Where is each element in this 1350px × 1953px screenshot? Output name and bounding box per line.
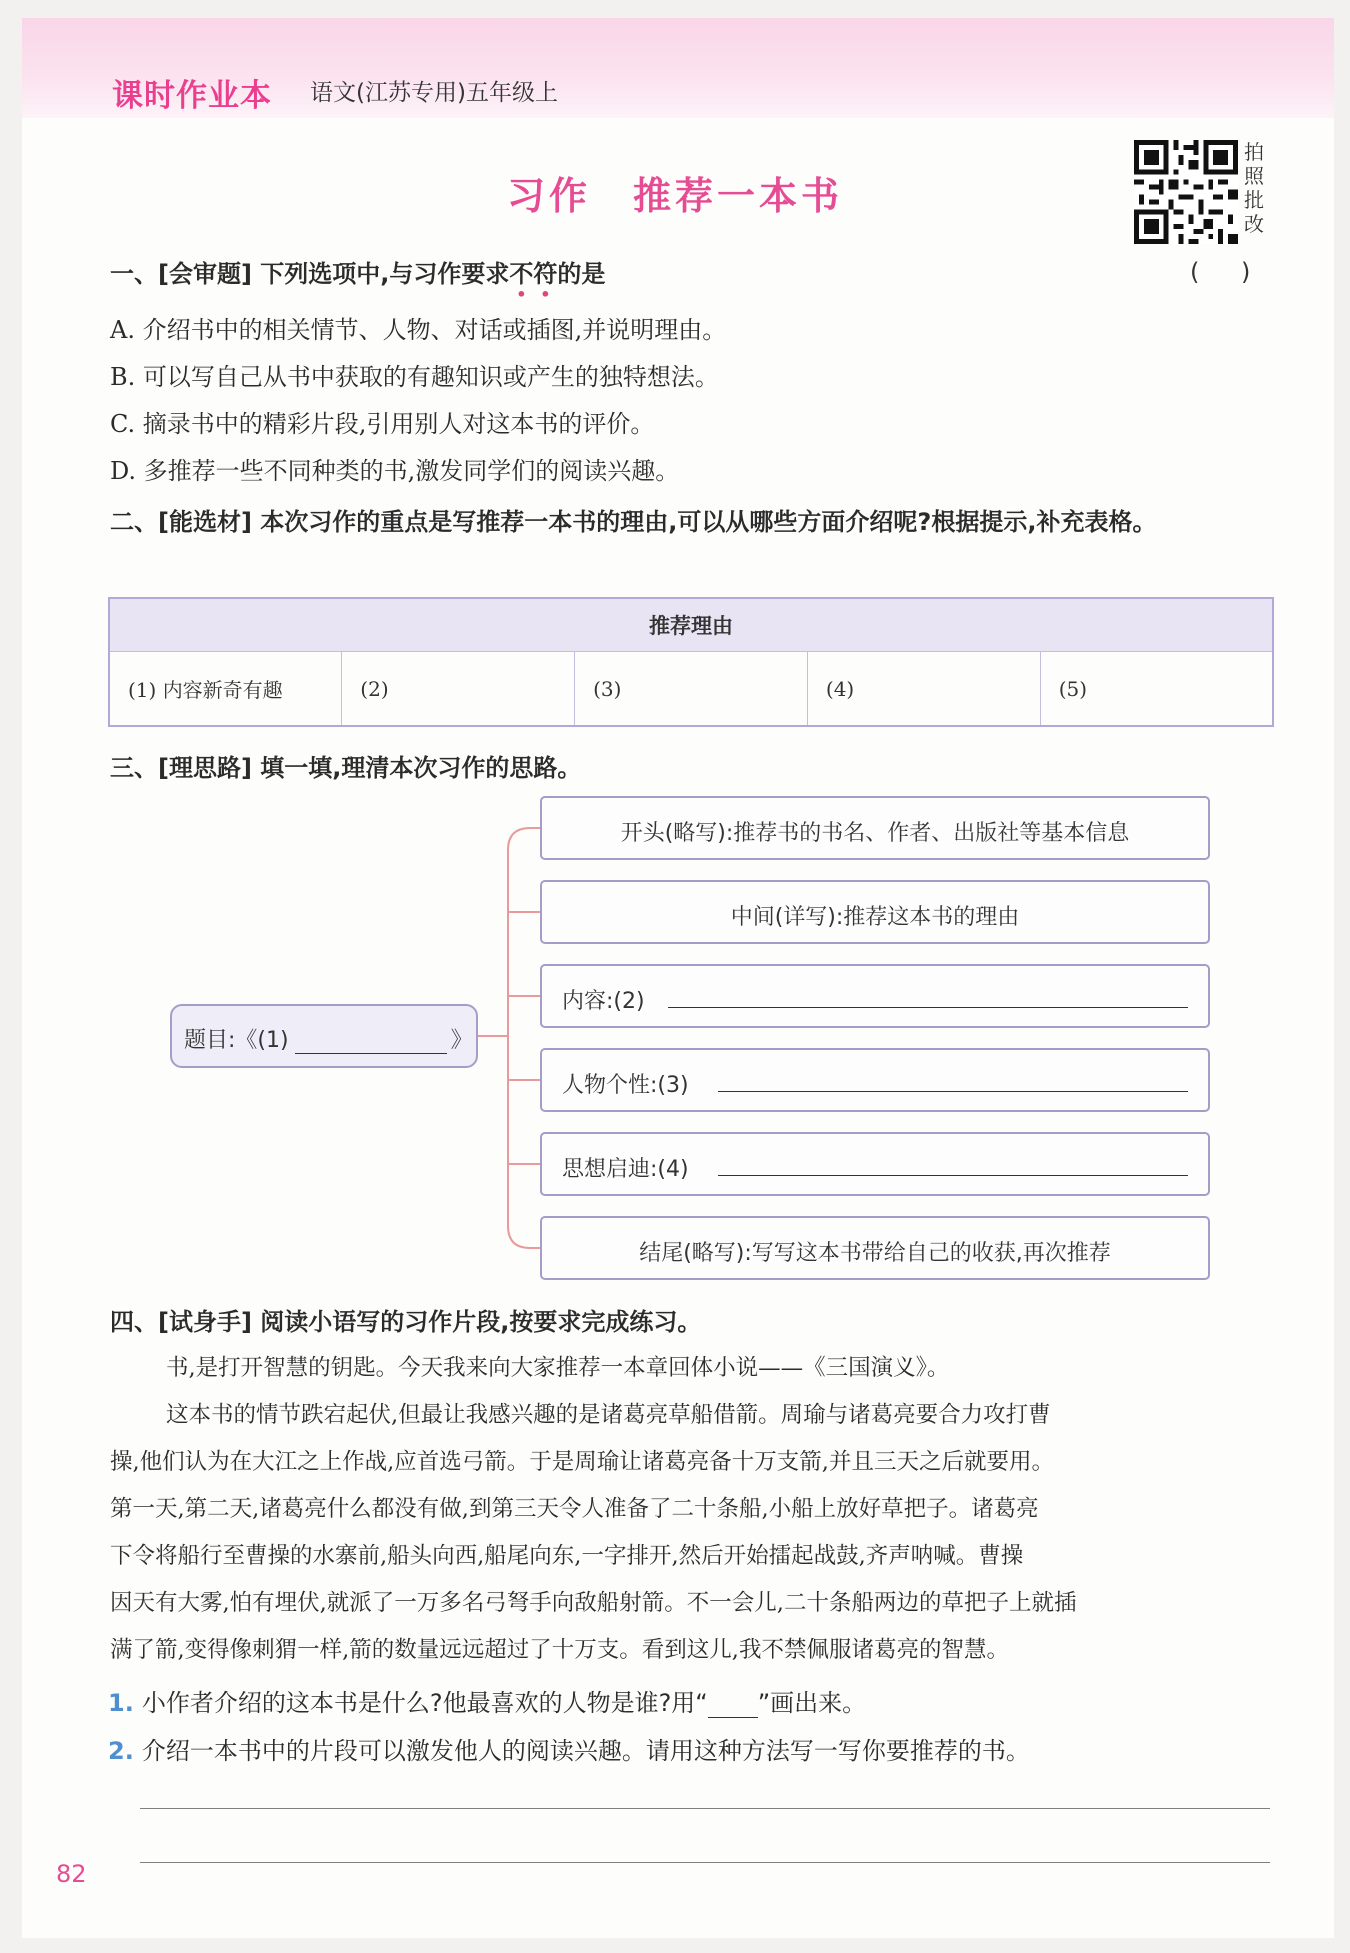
sub-question-1-pre: 小作者介绍的这本书是什么?他最喜欢的人物是谁?用“ <box>141 1689 708 1717</box>
title-node-suffix: 》 <box>450 1028 473 1053</box>
q1-emphasis-2: 符 <box>533 260 558 288</box>
passage-line: 书,是打开智慧的钥匙。今天我来向大家推荐一本章回体小说——《三国演义》。 <box>166 1355 950 1381</box>
sub-question-2-text: 介绍一本书中的片段可以激发他人的阅读兴趣。请用这种方法写一写你要推荐的书。 <box>141 1737 1030 1765</box>
node-insight <box>540 1132 1210 1196</box>
page-number: 82 <box>56 1860 87 1888</box>
node-ending-text: 结尾(略写):写写这本书带给自己的收获,再次推荐 <box>639 1241 1111 1266</box>
reason-cell[interactable]: (5) <box>1040 652 1273 727</box>
reason-cell[interactable]: (3) <box>575 652 808 727</box>
node-middle-text: 中间(详写):推荐这本书的理由 <box>730 905 1020 930</box>
passage-line: 这本书的情节跌宕起伏,但最让我感兴趣的是诸葛亮草船借箭。周瑜与诸葛亮要合力攻打曹 <box>166 1402 1051 1428</box>
node-content <box>540 964 1210 1028</box>
sub-question-1 <box>108 1683 866 1718</box>
title-node-prefix: 题目:《(1) <box>184 1028 289 1053</box>
node-opening-text: 开头(略写):推荐书的书名、作者、出版社等基本信息 <box>620 821 1130 846</box>
node-character <box>540 1048 1210 1112</box>
node-middle <box>540 880 1210 944</box>
reasons-table-header: 推荐理由 <box>109 598 1273 652</box>
passage-line: 因天有大雾,怕有埋伏,就派了一万多名弓弩手向敌船射箭。不一会儿,二十条船两边的草把子上就插 <box>110 1590 1077 1616</box>
sub-question-1-number: 1. <box>108 1689 134 1717</box>
page-title: 习作 推荐一本书 <box>506 174 843 218</box>
q1-emphasis-1: 不 <box>509 260 534 288</box>
node-insight-text: 思想启迪:(4) <box>562 1157 689 1182</box>
writing-line[interactable] <box>140 1862 1270 1863</box>
title-blank[interactable] <box>295 1028 447 1054</box>
passage-line: 满了箭,变得像刺猬一样,箭的数量远远超过了十万支。看到这儿,我不禁佩服诸葛亮的智慧。 <box>110 1637 1009 1663</box>
underline-sample <box>708 1689 758 1718</box>
sub-question-1-post: ”画出来。 <box>757 1689 867 1717</box>
title-node <box>170 1004 478 1068</box>
node-character-text: 人物个性:(3) <box>562 1073 689 1098</box>
q2-heading: 二、[能选材] 本次习作的重点是写推荐一本书的理由,可以从哪些方面介绍呢?根据提示,补充表格。 <box>110 508 1157 536</box>
q1-heading-pre: 一、[会审题] 下列选项中,与习作要求 <box>110 260 510 288</box>
sub-question-2 <box>108 1731 1030 1766</box>
node-ending <box>540 1216 1210 1280</box>
writing-line[interactable] <box>140 1808 1270 1809</box>
q4-heading: 四、[试身手] 阅读小语写的习作片段,按要求完成练习。 <box>110 1308 702 1336</box>
reason-cell[interactable]: (2) <box>342 652 575 727</box>
q1-heading-post: 的是 <box>557 260 606 288</box>
qr-label: 拍照批改 <box>1244 140 1264 236</box>
passage-line: 第一天,第二天,诸葛亮什么都没有做,到第三天令人准备了二十条船,小船上放好草把子。诸葛亮 <box>110 1496 1039 1522</box>
subject-label: 语文(江苏专用)五年级上 <box>310 80 558 106</box>
passage-line: 操,他们认为在大江之上作战,应首选弓箭。于是周瑜让诸葛亮备十万支箭,并且三天之后就要用。 <box>110 1449 1054 1475</box>
reason-cell: (1) 内容新奇有趣 <box>128 678 283 702</box>
node-content-text: 内容:(2) <box>562 989 645 1014</box>
node-opening <box>540 796 1210 860</box>
option-b: B. 可以写自己从书中获取的有趣知识或产生的独特想法。 <box>110 363 719 391</box>
reason-cell[interactable]: (4) <box>807 652 1040 727</box>
q3-heading: 三、[理思路] 填一填,理清本次习作的思路。 <box>110 754 582 782</box>
content-blank[interactable] <box>668 1007 1188 1008</box>
character-blank[interactable] <box>718 1091 1188 1092</box>
brand-title: 课时作业本 <box>112 78 272 114</box>
sub-question-2-number: 2. <box>108 1737 134 1765</box>
option-a: A. 介绍书中的相关情节、人物、对话或插图,并说明理由。 <box>110 316 727 344</box>
option-c: C. 摘录书中的精彩片段,引用别人对这本书的评价。 <box>110 410 655 438</box>
option-d: D. 多推荐一些不同种类的书,激发同学们的阅读兴趣。 <box>110 457 680 485</box>
answer-paren[interactable]: ( ) <box>1190 258 1251 286</box>
passage-line: 下令将船行至曹操的水寨前,船头向西,船尾向东,一字排开,然后开始擂起战鼓,齐声呐喊。曹操 <box>110 1543 1024 1569</box>
insight-blank[interactable] <box>718 1175 1188 1176</box>
